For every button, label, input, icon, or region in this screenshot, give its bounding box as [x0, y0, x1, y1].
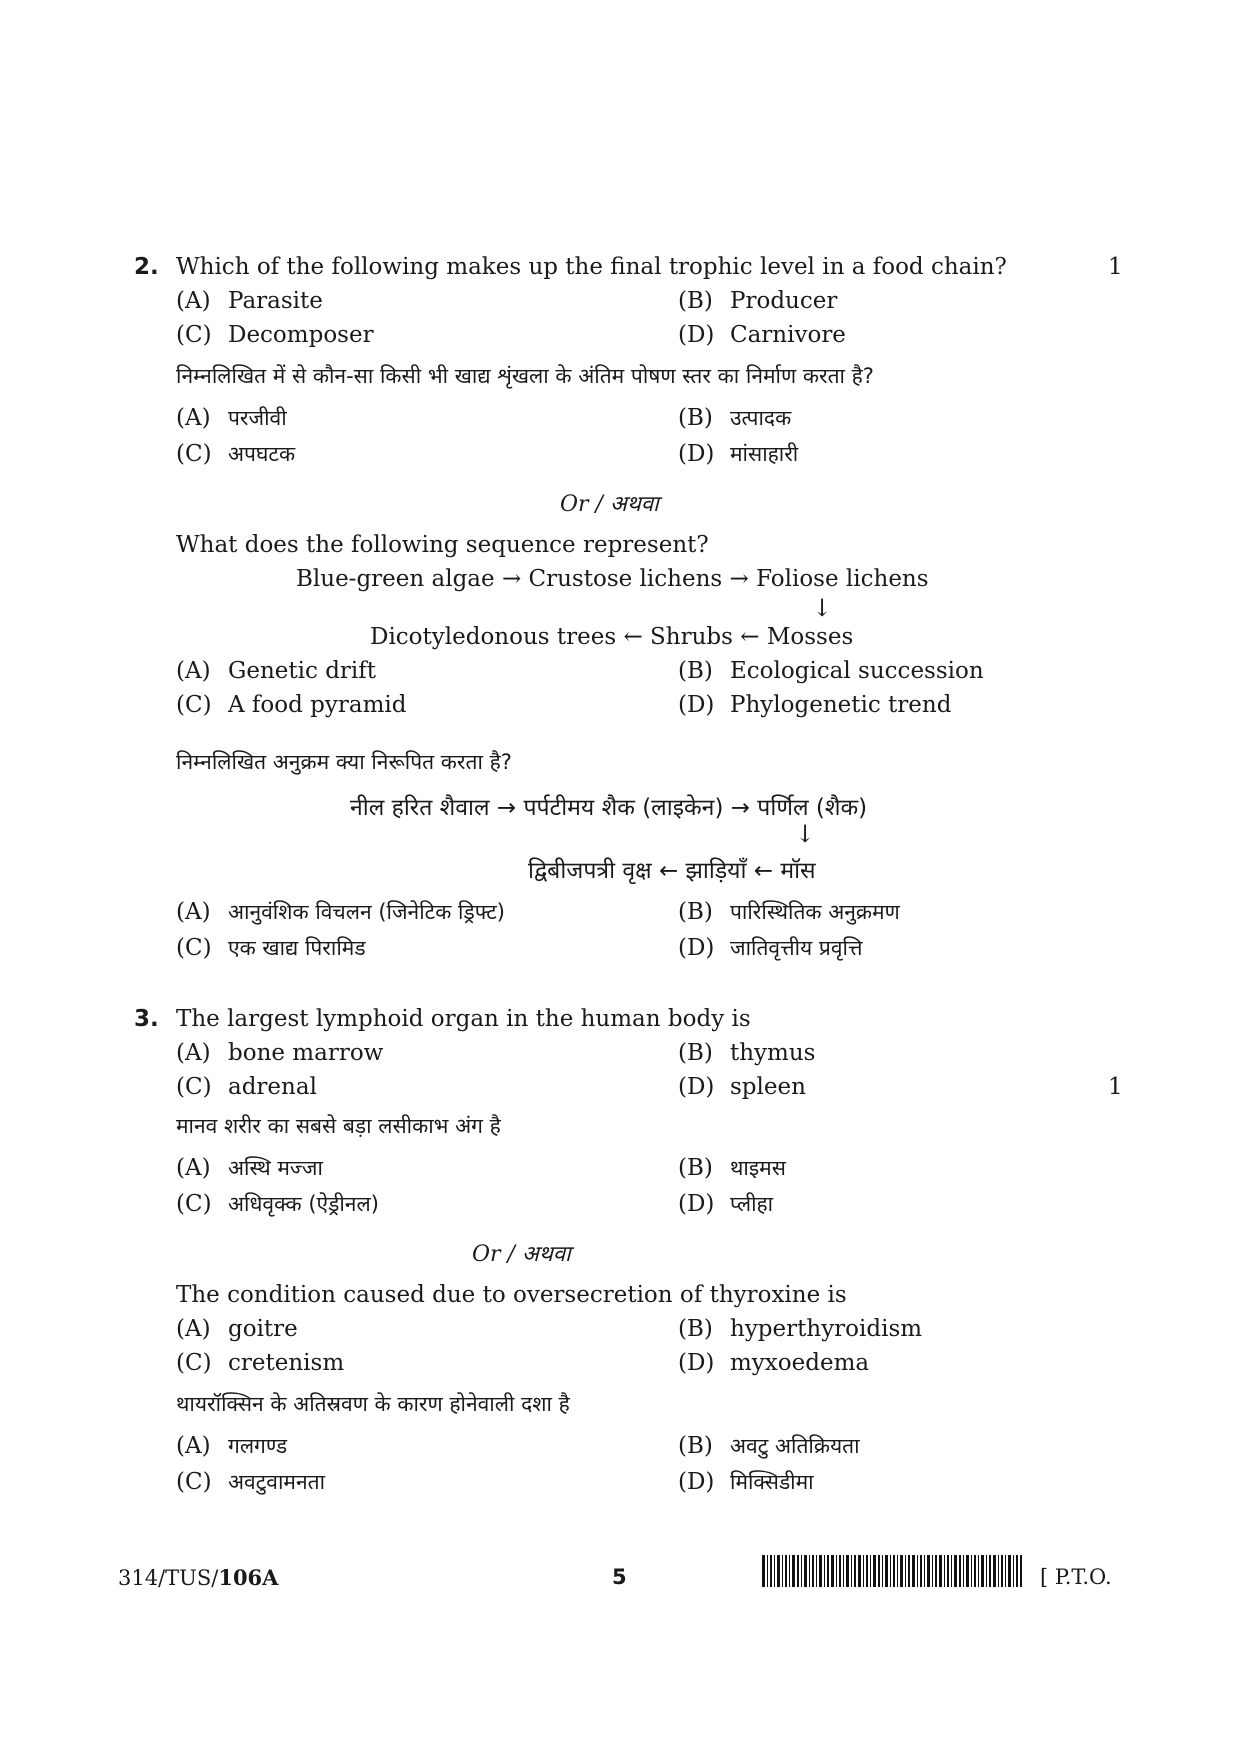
q3-option-b: (B) thymus [678, 1040, 816, 1066]
q3-alt-option-d: (D) myxoedema [678, 1350, 870, 1376]
q3-alt-hindi-option-d: (D) मिक्सिडीमा [678, 1469, 814, 1495]
q2-alt-hindi-stem: निम्नलिखित अनुक्रम क्या निरूपित करता है? [176, 750, 512, 774]
q2-option-c: (C) Decomposer [176, 322, 374, 348]
paper-code: 314/TUS/106A [118, 1565, 279, 1590]
q3-hindi-option-b: (B) थाइमस [678, 1155, 786, 1181]
q3-option-a: (A) bone marrow [176, 1040, 384, 1066]
q2-alt-stem: What does the following sequence represent? [176, 532, 709, 558]
q3-alt-hindi-stem: थायरॉक्सिन के अतिस्रवण के कारण होनेवाली दशा है [176, 1392, 570, 1416]
question-2-number: 2. [134, 254, 159, 280]
q2-hindi-option-b: (B) उत्पादक [678, 405, 792, 431]
q2-hindi-option-a: (A) परजीवी [176, 405, 287, 431]
q2-alt-option-d: (D) Phylogenetic trend [678, 692, 952, 718]
down-arrow-icon: ↓ [795, 820, 816, 848]
q3-alt-stem: The condition caused due to oversecretion of thyroxine is [176, 1282, 847, 1308]
q2-alt-hindi-option-b: (B) पारिस्थितिक अनुक्रमण [678, 899, 900, 925]
q3-alt-hindi-option-c: (C) अवटुवामनता [176, 1469, 326, 1495]
q3-alt-option-c: (C) cretenism [176, 1350, 345, 1376]
q2-alt-hindi-sequence-line1: नील हरित शैवाल → पर्पटीमय शैक (लाइकेन) → पर्णिल (शैक) [350, 795, 868, 821]
q3-hindi-stem: मानव शरीर का सबसे बड़ा लसीकाभ अंग है [176, 1114, 501, 1138]
page-number: 5 [612, 1565, 627, 1589]
barcode-icon [762, 1555, 1022, 1587]
q2-option-a: (A) Parasite [176, 288, 323, 314]
q3-hindi-option-c: (C) अधिवृक्क (ऐड्रीनल) [176, 1191, 379, 1217]
q3-hindi-option-d: (D) प्लीहा [678, 1191, 774, 1217]
q2-hindi-stem: निम्नलिखित में से कौन-सा किसी भी खाद्य शृंखला के अंतिम पोषण स्तर का निर्माण करता है? [176, 364, 874, 388]
q2-alt-hindi-option-c: (C) एक खाद्य पिरामिड [176, 935, 366, 961]
q2-or-divider: Or / अथवा [560, 492, 659, 517]
q3-or-divider: Or / अथवा [472, 1242, 571, 1267]
q3-option-d: (D) spleen [678, 1074, 806, 1100]
q2-alt-hindi-option-a: (A) आनुवंशिक विचलन (जिनेटिक ड्रिफ्ट) [176, 899, 505, 925]
q3-alt-hindi-option-b: (B) अवटु अतिक्रियता [678, 1433, 860, 1459]
question-3-stem: The largest lymphoid organ in the human body is [176, 1006, 751, 1032]
q2-hindi-option-d: (D) मांसाहारी [678, 441, 799, 467]
q2-alt-hindi-sequence-line2: द्विबीजपत्री वृक्ष ← झाड़ियाँ ← मॉस [528, 858, 816, 884]
q3-alt-option-b: (B) hyperthyroidism [678, 1316, 923, 1342]
question-2-stem: Which of the following makes up the final trophic level in a food chain? [176, 254, 1007, 280]
question-3-marks: 1 [1108, 1074, 1123, 1100]
q2-alt-sequence-line2: Dicotyledonous trees ← Shrubs ← Mosses [370, 624, 854, 650]
q2-alt-hindi-option-d: (D) जातिवृत्तीय प्रवृत्ति [678, 935, 863, 961]
q2-alt-sequence-line1: Blue-green algae → Crustose lichens → Foliose lichens [296, 566, 929, 592]
q2-hindi-option-c: (C) अपघटक [176, 441, 296, 467]
q3-alt-hindi-option-a: (A) गलगण्ड [176, 1433, 288, 1459]
question-3-number: 3. [134, 1006, 159, 1032]
q2-alt-option-a: (A) Genetic drift [176, 658, 377, 684]
q3-alt-option-a: (A) goitre [176, 1316, 298, 1342]
down-arrow-icon: ↓ [812, 594, 833, 622]
q3-option-c: (C) adrenal [176, 1074, 317, 1100]
q2-alt-option-c: (C) A food pyramid [176, 692, 407, 718]
pto-label: [ P.T.O. [1040, 1565, 1112, 1589]
q3-hindi-option-a: (A) अस्थि मज्जा [176, 1155, 323, 1181]
q2-alt-option-b: (B) Ecological succession [678, 658, 984, 684]
question-2-marks: 1 [1108, 254, 1123, 280]
q2-option-b: (B) Producer [678, 288, 838, 314]
q2-option-d: (D) Carnivore [678, 322, 846, 348]
